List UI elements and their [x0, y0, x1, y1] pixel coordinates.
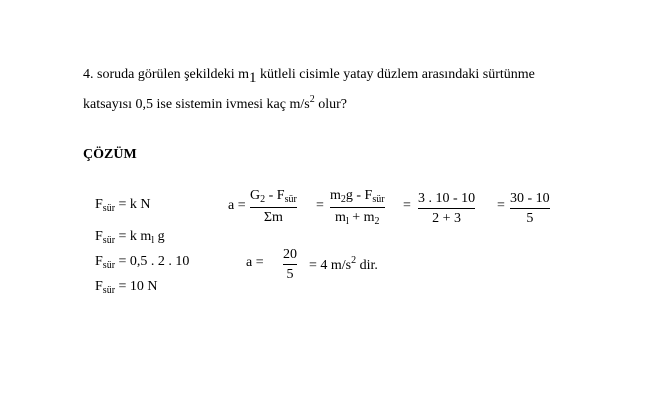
solution-heading: ÇÖZÜM [83, 147, 137, 162]
result-superscript: 2 [351, 255, 357, 266]
fraction-bar [510, 208, 550, 209]
result-text: = 4 m/s [309, 258, 352, 273]
fraction-5 [283, 248, 297, 282]
accel-label: a = [228, 198, 246, 213]
question-line-2 [83, 95, 347, 112]
frac-text: m [335, 210, 346, 225]
eq-subscript: l [151, 235, 155, 246]
fraction-1 [250, 189, 297, 225]
fraction-bar [418, 208, 475, 209]
frac-text: m [330, 188, 341, 203]
question-text-3: katsayısı 0,5 ise sistemin ivmesi kaç m/s [83, 97, 310, 112]
frac-subscript: l [345, 216, 349, 227]
frac-text: - F [265, 188, 285, 203]
fraction-4-numerator: 30 - 10 [510, 191, 550, 206]
mass-subscript: 1 [249, 70, 257, 86]
eq-text: g [154, 229, 165, 244]
frac-text: g - F [345, 188, 373, 203]
fraction-2 [330, 189, 385, 227]
question-text-2: kütleli cisimle yatay düzlem arasındaki sürtünme [256, 67, 535, 82]
friction-eq-4 [95, 280, 158, 296]
eq-subscript: sür [102, 260, 116, 271]
equals-sign: = [497, 198, 505, 213]
friction-eq-2 [95, 230, 165, 246]
equals-sign: = [403, 198, 411, 213]
question-text-4: olur? [314, 97, 347, 112]
fraction-5-denominator: 5 [286, 267, 294, 282]
unit-superscript: 2 [309, 94, 315, 105]
fraction-4 [510, 192, 550, 226]
equals-sign: = [316, 198, 324, 213]
frac-subscript: 2 [260, 194, 266, 205]
eq-text: = 0,5 . 2 . 10 [115, 254, 190, 269]
fraction-1-numerator [250, 189, 297, 205]
accel-result [309, 256, 378, 273]
friction-eq-1 [95, 198, 151, 214]
fraction-1-denominator: Σm [263, 210, 283, 225]
fraction-2-denominator [330, 211, 385, 227]
fraction-4-denominator: 5 [526, 211, 534, 226]
frac-subscript: 2 [340, 194, 346, 205]
eq-subscript: sür [102, 285, 116, 296]
fraction-bar [283, 264, 297, 265]
fraction-3-denominator: 2 + 3 [432, 211, 462, 226]
fraction-3 [418, 192, 475, 226]
frac-subscript: sür [372, 194, 385, 205]
eq-text: F [95, 197, 103, 212]
fraction-3-numerator: 3 . 10 - 10 [418, 191, 476, 206]
eq-subscript: sür [102, 203, 116, 214]
result-text: dir. [356, 258, 378, 273]
eq-text: = k m [115, 229, 152, 244]
eq-text: F [95, 279, 103, 294]
friction-eq-3 [95, 255, 189, 271]
eq-subscript: sür [102, 235, 116, 246]
fraction-2-numerator [330, 189, 385, 205]
accel-label-2: a = [246, 255, 264, 270]
eq-text: = k N [115, 197, 151, 212]
fraction-bar [330, 207, 385, 208]
fraction-bar [250, 207, 297, 208]
eq-text: = 10 N [115, 279, 158, 294]
fraction-5-numerator: 20 [283, 247, 297, 262]
frac-text: + m [348, 210, 375, 225]
eq-text: F [95, 229, 103, 244]
question-line-1 [83, 68, 535, 86]
frac-subscript: sür [284, 194, 297, 205]
question-text-1: 4. soruda görülen şekildeki m [83, 67, 250, 82]
frac-text: G [250, 188, 261, 203]
frac-subscript: 2 [374, 216, 380, 227]
eq-text: F [95, 254, 103, 269]
